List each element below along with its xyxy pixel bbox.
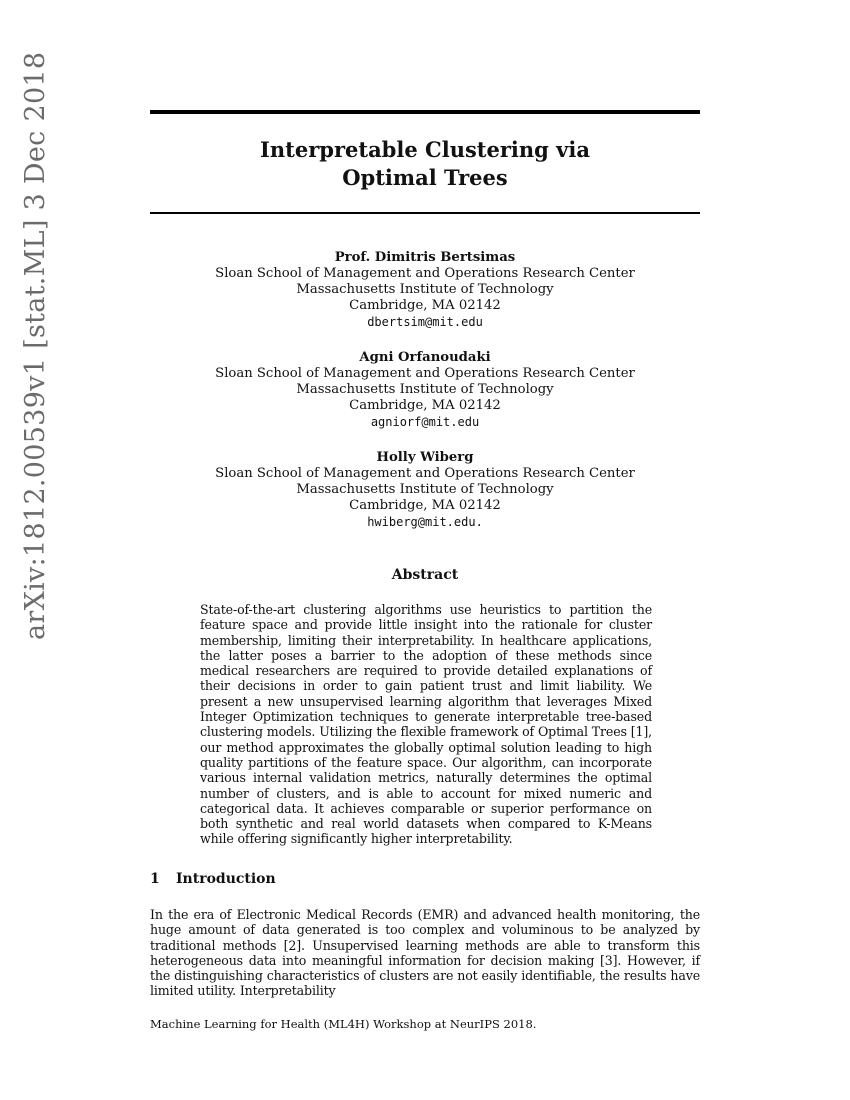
author-email[interactable]: hwiberg@mit.edu.	[367, 515, 483, 529]
author-name: Agni Orfanoudaki	[359, 350, 491, 365]
author-email[interactable]: agniorf@mit.edu	[370, 415, 480, 429]
section-title: Introduction	[176, 871, 276, 887]
section-heading-introduction	[150, 871, 276, 887]
author-affiliation: Sloan School of Management and Operations Research Center	[215, 366, 635, 381]
title-bottom-rule	[150, 212, 700, 214]
arxiv-stamp	[20, 51, 51, 640]
venue-footnote: Machine Learning for Health (ML4H) Workshop at NeurIPS 2018.	[150, 1017, 537, 1031]
author-location: Cambridge, MA 02142	[349, 398, 501, 413]
author-name: Prof. Dimitris Bertsimas	[334, 250, 516, 265]
author-affiliation: Sloan School of Management and Operations Research Center	[215, 266, 635, 281]
author-block-1	[150, 250, 700, 330]
paper-title	[150, 136, 700, 192]
arxiv-stamp-text: arXiv:1812.00539v1 [stat.ML] 3 Dec 2018	[20, 51, 51, 640]
author-location: Cambridge, MA 02142	[349, 498, 501, 513]
author-institution: Massachusetts Institute of Technology	[296, 282, 554, 297]
title-top-rule	[150, 110, 700, 114]
author-email[interactable]: dbertsim@mit.edu	[367, 315, 483, 329]
author-institution: Massachusetts Institute of Technology	[296, 382, 554, 397]
author-institution: Massachusetts Institute of Technology	[296, 482, 554, 497]
abstract-text: State-of-the-art clustering algorithms use heuristics to partition the feature space and provide little insight into the rationale for cluster membership, limiting their interpretability. In healthcare applications, the latter poses a barrier to the adoption of these methods since medical researchers are required to provide detailed explanations of their decisions in order to gain patient trust and limit liability. We present a new unsupervised learning algorithm that leverages Mixed Integer Optimization techniques to generate interpretable tree-based clustering models. Utilizing the flexible framework of Optimal Trees [1], our method approximates the globally optimal solution leading to high quality partitions of the feature space. Our algorithm, can incorporate various internal validation metrics, naturally determines the optimal number of clusters, and is able to account for mixed numeric and categorical data. It achieves comparable or superior performance on both synthetic and real world datasets when compared to K-Means while offering significantly higher interpretability.	[200, 602, 652, 847]
author-name: Holly Wiberg	[376, 450, 474, 465]
author-affiliation: Sloan School of Management and Operations Research Center	[215, 466, 635, 481]
title-line-2: Optimal Trees	[342, 165, 508, 190]
author-location: Cambridge, MA 02142	[349, 298, 501, 313]
introduction-text: In the era of Electronic Medical Records (EMR) and advanced health monitoring, the huge amount of data generated is too complex and voluminous to be analyzed by traditional methods [2]. Unsupervised learning methods are able to transform this heterogeneous data into meaningful information for decision making [3]. However, if the distinguishing characteristics of clusters are not easily identifiable, the results have limited utility. Interpretability	[150, 907, 700, 999]
author-block-3	[150, 450, 700, 530]
section-number: 1	[150, 871, 160, 887]
title-line-1: Interpretable Clustering via	[260, 137, 590, 162]
author-block-2	[150, 350, 700, 430]
abstract-heading: Abstract	[391, 567, 459, 583]
